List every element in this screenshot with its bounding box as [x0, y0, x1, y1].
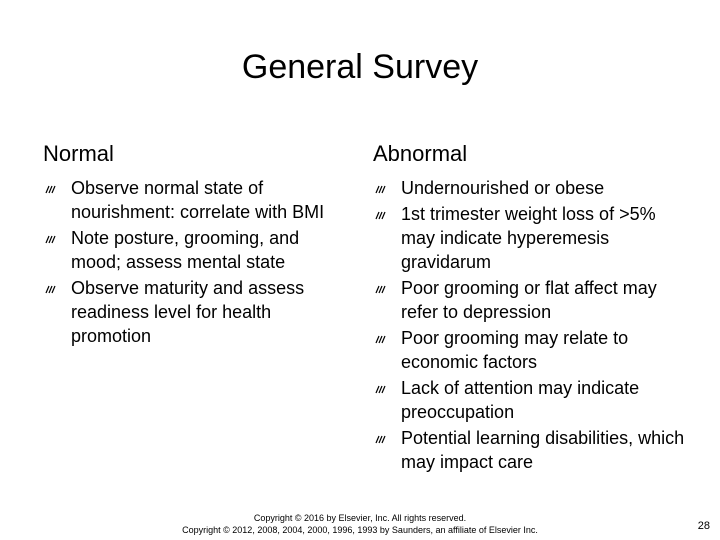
page-number: 28 [697, 520, 710, 532]
list-item [373, 176, 693, 200]
abnormal-heading: Abnormal [373, 141, 468, 166]
list-item [43, 226, 343, 274]
wing-bullet-icon [375, 434, 387, 444]
list-item [373, 326, 693, 374]
list-item [43, 176, 343, 224]
list-item [43, 276, 343, 348]
list-item-text: Poor grooming may relate to economic factors [401, 328, 629, 372]
wing-bullet-icon [375, 334, 387, 344]
list-item-text: Undernourished or obese [401, 178, 605, 198]
wing-bullet-icon [45, 234, 57, 244]
list-item-text: 1st trimester weight loss of >5% may indicate hyperemesis gravidarum [401, 204, 656, 272]
list-item-text: Observe maturity and assess readiness level for health promotion [71, 278, 305, 346]
list-item [373, 276, 693, 324]
abnormal-column [373, 140, 693, 476]
wing-bullet-icon [45, 184, 57, 194]
list-item-text: Observe normal state of nourishment: correlate with BMI [71, 178, 325, 222]
wing-bullet-icon [375, 284, 387, 294]
normal-column [43, 140, 343, 350]
wing-bullet-icon [375, 210, 387, 220]
list-item [373, 426, 693, 474]
list-item-text: Potential learning disabilities, which may impact care [401, 428, 685, 472]
list-item-text: Poor grooming or flat affect may refer to depression [401, 278, 657, 322]
abnormal-list [373, 176, 693, 474]
copyright-line-2: Copyright © 2012, 2008, 2004, 2000, 1996, 1993 by Saunders, an affiliate of Elsevier Inc. [182, 525, 538, 535]
normal-list [43, 176, 343, 348]
wing-bullet-icon [375, 384, 387, 394]
copyright-footer [130, 512, 590, 536]
list-item [373, 376, 693, 424]
normal-heading: Normal [43, 141, 114, 166]
list-item [373, 202, 693, 274]
wing-bullet-icon [375, 184, 387, 194]
list-item-text: Lack of attention may indicate preoccupation [401, 378, 640, 422]
list-item-text: Note posture, grooming, and mood; assess mental state [71, 228, 300, 272]
copyright-line-1: Copyright © 2016 by Elsevier, Inc. All rights reserved. [253, 513, 467, 523]
wing-bullet-icon [45, 284, 57, 294]
slide-title: General Survey [241, 48, 479, 86]
